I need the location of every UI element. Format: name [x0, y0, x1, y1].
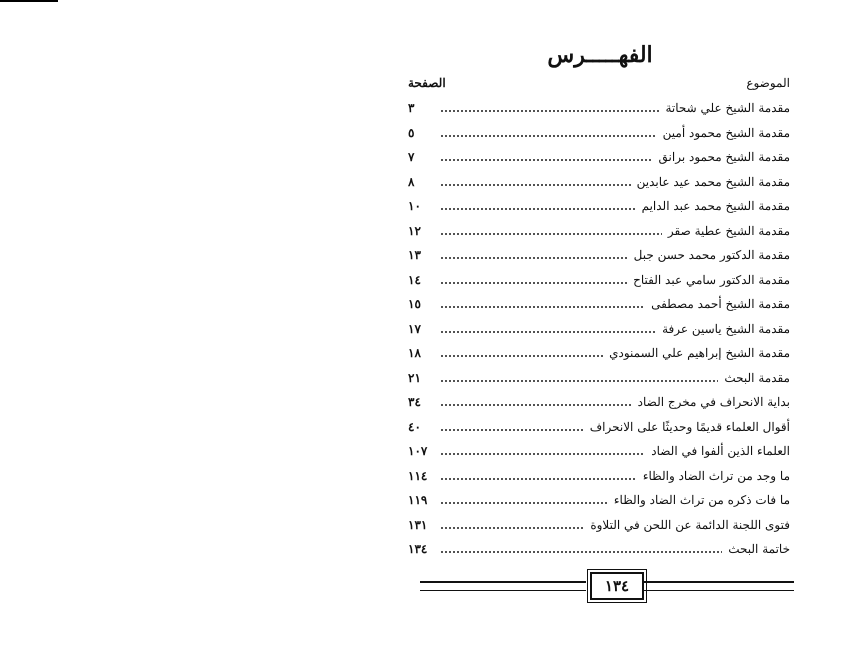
toc-entry: [408, 366, 790, 391]
toc-entry: [408, 96, 790, 121]
dot-leader: [440, 208, 636, 210]
toc-entry-page: ١١٩: [408, 493, 428, 508]
dot-leader: [440, 184, 631, 186]
dot-leader: [440, 502, 608, 504]
toc-entry: [408, 292, 790, 317]
toc-entry-title: مقدمة البحث: [724, 370, 790, 385]
toc-entry-title: مقدمة الشيخ محمود برانق: [658, 150, 790, 165]
toc-entry: [408, 268, 790, 293]
toc-entry: [408, 341, 790, 366]
toc-entry-title: العلماء الذين ألفوا في الضاد: [651, 444, 790, 459]
dot-leader: [440, 331, 656, 333]
scan-edge-mark: [0, 0, 58, 2]
toc-entry-page: ١٠: [408, 199, 421, 214]
page-title: الفهـــــرس: [547, 42, 653, 68]
page-column-header: الصفحة: [408, 76, 446, 90]
toc-entry-page: ٧: [408, 150, 415, 165]
toc-entry-title: مقدمة الشيخ علي شحاتة: [665, 101, 790, 116]
toc-entry-page: ١٣٤: [408, 542, 428, 557]
toc-entry-page: ١٧: [408, 321, 421, 336]
toc-entry-page: ١٤: [408, 272, 421, 287]
toc-entry: [408, 513, 790, 538]
toc-entry: [408, 170, 790, 195]
topic-column-header: الموضوع: [746, 76, 790, 90]
toc-entry: [408, 219, 790, 244]
dot-leader: [440, 110, 659, 112]
dot-leader: [440, 527, 584, 529]
toc-entry-title: مقدمة الشيخ ياسين عرفة: [662, 321, 790, 336]
toc-entry-page: ٨: [408, 174, 415, 189]
dot-leader: [440, 135, 657, 137]
toc-entry-title: خاتمة البحث: [728, 542, 790, 557]
toc-entry: [408, 145, 790, 170]
dot-leader: [440, 159, 653, 161]
toc-entry-title: مقدمة الشيخ عطية صقر: [667, 223, 790, 238]
toc-entry-page: ٣: [408, 101, 415, 116]
toc-entry-title: فتوى اللجنة الدائمة عن اللحن في التلاوة: [590, 517, 790, 532]
dot-leader: [440, 478, 637, 480]
toc-entry-title: مقدمة الدكتور سامي عبد الفتاح: [633, 272, 790, 287]
toc-entry: [408, 121, 790, 146]
dot-leader: [440, 453, 645, 455]
dot-leader: [440, 380, 718, 382]
toc-entry: [408, 488, 790, 513]
toc-entry-title: مقدمة الشيخ محمود أمين: [662, 125, 790, 140]
dot-leader: [440, 282, 627, 284]
table-of-contents: [408, 96, 790, 562]
dot-leader: [440, 429, 584, 431]
toc-entry-page: ١٥: [408, 297, 421, 312]
toc-entry-page: ١٣: [408, 248, 421, 263]
toc-entry-title: مقدمة الشيخ محمد عبد الدايم: [641, 199, 790, 214]
toc-entry: [408, 317, 790, 342]
toc-entry-title: مقدمة الشيخ أحمد مصطفى: [651, 297, 790, 312]
dot-leader: [440, 355, 603, 357]
dot-leader: [440, 257, 628, 259]
footer-rule-right: [642, 581, 794, 591]
toc-entry: [408, 390, 790, 415]
toc-entry: [408, 194, 790, 219]
footer-rule-left: [420, 581, 586, 591]
toc-entry-title: ما فات ذكره من تراث الضاد والظاء: [613, 493, 790, 508]
dot-leader: [440, 404, 632, 406]
toc-entry-title: مقدمة الشيخ محمد عيد عابدين: [636, 174, 790, 189]
page-number: ١٣٤: [590, 572, 644, 600]
dot-leader: [440, 233, 662, 235]
toc-entry-title: مقدمة الشيخ إبراهيم علي السمنودي: [609, 346, 790, 361]
toc-entry: [408, 464, 790, 489]
toc-entry: [408, 537, 790, 562]
dot-leader: [440, 551, 722, 553]
toc-entry-page: ٣٤: [408, 395, 421, 410]
dot-leader: [440, 306, 645, 308]
toc-entry-title: ما وجد من تراث الضاد والظاء: [642, 468, 790, 483]
toc-entry-page: ١٢: [408, 223, 421, 238]
toc-entry: [408, 415, 790, 440]
index-page: [400, 0, 800, 647]
toc-entry-page: ٥: [408, 125, 415, 140]
toc-entry-title: أقوال العلماء قديمًا وحديثًا على الانحراف: [589, 419, 790, 434]
page-footer: [420, 572, 798, 600]
toc-entry-title: مقدمة الدكتور محمد حسن جبل: [633, 248, 790, 263]
toc-entry-title: بداية الانحراف في مخرج الضاد: [637, 395, 790, 410]
toc-entry: [408, 439, 790, 464]
toc-entry-page: ١٨: [408, 346, 421, 361]
toc-entry-page: ١١٤: [408, 468, 428, 483]
toc-entry-page: ٢١: [408, 370, 421, 385]
toc-entry: [408, 243, 790, 268]
toc-entry-page: ١٣١: [408, 517, 428, 532]
toc-entry-page: ٤٠: [408, 419, 421, 434]
toc-entry-page: ١٠٧: [408, 444, 428, 459]
